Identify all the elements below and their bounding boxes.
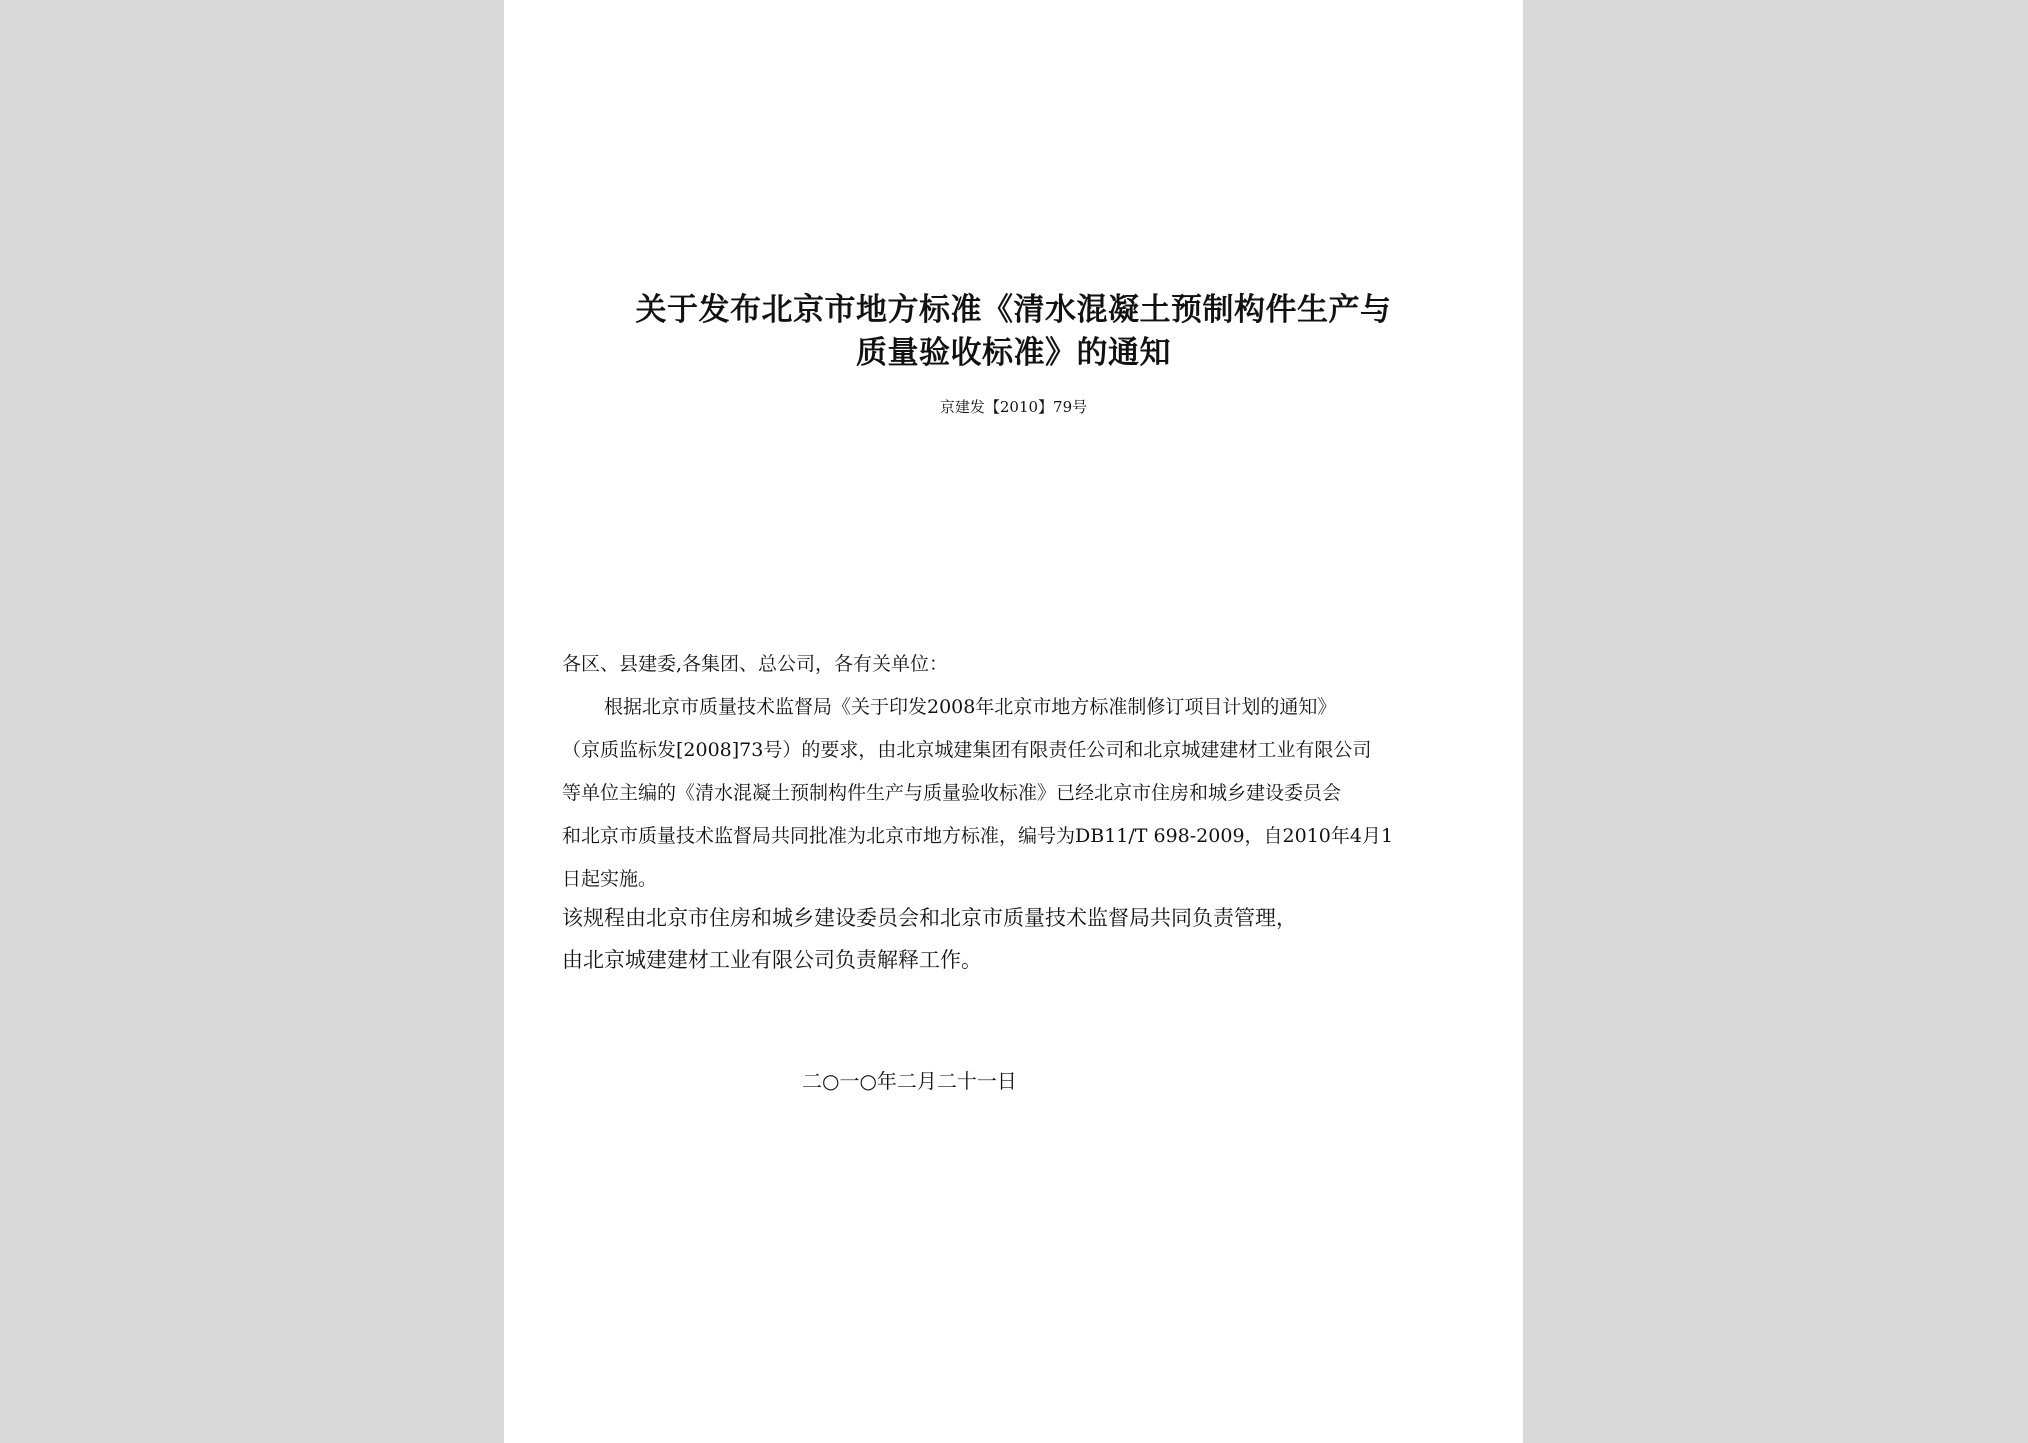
body-line-5: 日起实施。 xyxy=(562,868,658,890)
body-line-2: （京质监标发[2008]73号）的要求，由北京城建集团有限责任公司和北京城建建材工业有限公司 xyxy=(562,739,1372,761)
notice-title-line-2: 质量验收标准》的通知 xyxy=(856,335,1171,371)
management-line-1: 该规程由北京市住房和城乡建设委员会和北京市质量技术监督局共同负责管理， xyxy=(562,906,1297,930)
document-number: 京建发【2010】79号 xyxy=(939,398,1088,416)
issue-date: 二○一○年二月二十一日 xyxy=(802,1069,1017,1093)
body-line-3: 等单位主编的《清水混凝土预制构件生产与质量验收标准》已经北京市住房和城乡建设委员会 xyxy=(562,782,1342,804)
body-line-1: 根据北京市质量技术监督局《关于印发2008年北京市地方标准制修订项目计划的通知》 xyxy=(604,696,1337,718)
body-line-4: 和北京市质量技术监督局共同批准为北京市地方标准，编号为DB11/T 698-2009，自2010年4月1 xyxy=(562,825,1394,847)
document-page xyxy=(504,0,1523,1443)
notice-title-line-1: 关于发布北京市地方标准《清水混凝土预制构件生产与 xyxy=(635,292,1392,328)
addressee-line: 各区、县建委,各集团、总公司，各有关单位： xyxy=(562,653,949,675)
management-line-2: 由北京城建建材工业有限公司负责解释工作。 xyxy=(562,948,982,972)
